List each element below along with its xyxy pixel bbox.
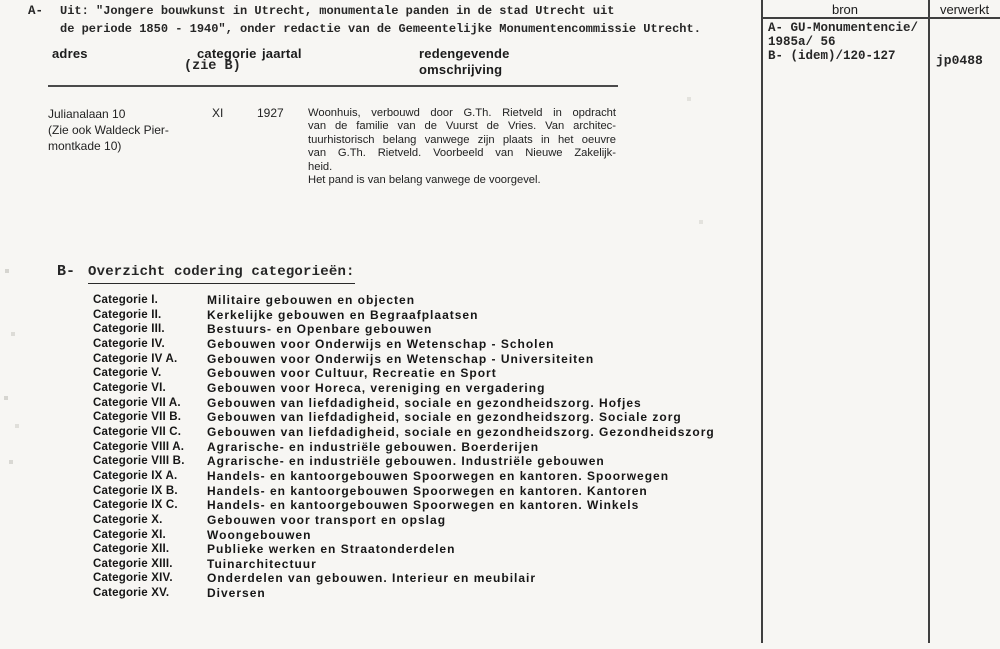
category-row-desc: Gebouwen van liefdadigheid, sociale en gezondheidszorg. Sociale zorg: [207, 410, 682, 425]
category-row-desc: Kerkelijke gebouwen en Begraafplaatsen: [207, 307, 479, 322]
category-row: [93, 440, 757, 455]
category-row-code: Categorie VIII B.: [93, 455, 185, 468]
verwerkt-code: jp0488: [936, 53, 983, 68]
scan-specks: [0, 0, 2, 2]
category-row-code: Categorie I.: [93, 294, 159, 306]
category-row-desc: Handels- en kantoorgebouwen Spoorwegen en kantoren. Kantoren: [207, 483, 648, 498]
category-row-desc: Tuinarchitectuur: [207, 556, 317, 571]
category-row-desc: Gebouwen van liefdadigheid, sociale en gezondheidszorg. Gezondheidszorg: [207, 424, 715, 439]
category-row-code: Categorie III.: [93, 323, 165, 336]
bron-references: [768, 22, 918, 63]
description-line: Woonhuis, verbouwd door G.Th. Rietveld in opdracht: [308, 107, 616, 119]
category-row-desc: Agrarische- en industriële gebouwen. Industriële gebouwen: [207, 454, 605, 469]
category-row-code: Categorie XI.: [93, 528, 166, 541]
category-row-code: Categorie VII A.: [93, 396, 181, 409]
entry-description: [308, 107, 616, 187]
category-row-code: Categorie IV.: [93, 337, 165, 350]
category-row-code: Categorie XIV.: [93, 572, 173, 585]
category-row-desc: Onderdelen van gebouwen. Interieur en meubilair: [207, 571, 537, 586]
category-row-desc: Gebouwen voor Horeca, vereniging en vergadering: [207, 380, 546, 395]
category-row-desc: Diversen: [207, 586, 266, 601]
category-row: [93, 410, 757, 425]
category-row-code: Categorie XII.: [93, 543, 170, 556]
description-line: tuurhistorisch belang vanwege zijn plaats in het oeuvre: [308, 133, 616, 146]
category-row-code: Categorie VII C.: [93, 425, 182, 438]
entry-category-value: XI: [212, 106, 224, 120]
column-header-categorie: categorie: [197, 46, 257, 61]
category-row: [93, 513, 757, 528]
category-row: [93, 498, 757, 513]
bron-column-header: bron: [831, 2, 859, 17]
section-a-label: A-: [28, 4, 44, 18]
column-header-omschrijving: omschrijving: [419, 62, 503, 77]
column-header-categorie-note: (zie B): [184, 59, 241, 74]
section-b-label: B-: [57, 263, 76, 280]
category-row-desc: Gebouwen voor Onderwijs en Wetenschap - Scholen: [207, 336, 555, 351]
category-row: [93, 308, 757, 323]
category-row: [93, 542, 757, 557]
category-row-desc: Handels- en kantoorgebouwen Spoorwegen en kantoren. Spoorwegen: [207, 468, 670, 483]
entry-description-justified: [308, 107, 616, 161]
category-row: [93, 469, 757, 484]
category-row-desc: Woongebouwen: [207, 527, 312, 542]
column-header-adres: adres: [52, 46, 88, 61]
citation-line-1: Uit: "Jongere bouwkunst in Utrecht, monumentale panden in de stad Utrecht uit: [60, 4, 615, 18]
header-divider-rule: [48, 85, 618, 87]
category-row: [93, 322, 757, 337]
category-row: [93, 528, 757, 543]
category-row-code: Categorie IX B.: [93, 484, 178, 497]
column-header-redengevende: redengevende: [419, 46, 510, 61]
category-row: [93, 366, 757, 381]
category-row-desc: Handels- en kantoorgebouwen Spoorwegen en kantoren. Winkels: [207, 498, 640, 513]
category-row-code: Categorie X.: [93, 513, 163, 526]
table-vertical-rule-right: [928, 0, 930, 643]
bron-reference-line: 1985a/ 56: [768, 34, 836, 49]
category-row-desc: Bestuurs- en Openbare gebouwen: [207, 322, 433, 337]
category-row-code: Categorie V.: [93, 367, 162, 380]
bron-reference-line: B- (idem)/120-127: [768, 48, 896, 63]
entry-address-line: (Zie ook Waldeck Pier-: [48, 123, 169, 137]
category-row-desc: Publieke werken en Straatonderdelen: [207, 542, 456, 557]
entry-year-value: 1927: [257, 106, 284, 120]
category-row-desc: Agrarische- en industriële gebouwen. Boerderijen: [207, 439, 540, 454]
category-row-desc: Gebouwen voor Cultuur, Recreatie en Sport: [207, 366, 497, 381]
category-row: [93, 337, 757, 352]
category-row-code: Categorie IV A.: [93, 352, 178, 365]
table-vertical-rule-left: [761, 0, 763, 643]
category-row-code: Categorie VI.: [93, 381, 166, 394]
entry-description-rest: [308, 161, 616, 188]
category-row: [93, 484, 757, 499]
category-row: [93, 557, 757, 572]
category-row-code: Categorie II.: [93, 308, 162, 321]
description-line: van de familie van de Vuurst de Vries. Van architec-: [308, 120, 616, 133]
bron-reference-line: A- GU-Monumentencie/: [768, 21, 919, 35]
category-row-code: Categorie VII B.: [93, 411, 182, 424]
citation-line-2: de periode 1850 - 1940", onder redactie van de Gemeentelijke Monumentencommissie Utrecht.: [60, 21, 701, 36]
category-row-code: Categorie XV.: [93, 587, 170, 600]
category-row: [93, 396, 757, 411]
category-row-code: Categorie IX C.: [93, 499, 178, 512]
category-row-desc: Gebouwen van liefdadigheid, sociale en gezondheidszorg. Hofjes: [207, 395, 642, 410]
entry-address: [48, 106, 169, 154]
category-row: [93, 293, 757, 308]
category-row-code: Categorie XIII.: [93, 557, 173, 570]
table-header-rule: [761, 17, 1000, 19]
category-row: [93, 352, 757, 367]
category-row: [93, 571, 757, 586]
category-row: [93, 586, 757, 601]
document-source-citation: [60, 3, 701, 38]
category-row-desc: Militaire gebouwen en objecten: [207, 293, 416, 307]
description-line: Het pand is van belang vanwege de voorgevel.: [308, 174, 541, 187]
category-row: [93, 381, 757, 396]
section-b-title: Overzicht codering categorieën:: [88, 264, 355, 284]
description-line: heid.: [308, 160, 333, 173]
category-row-code: Categorie IX A.: [93, 469, 178, 482]
category-row: [93, 425, 757, 440]
column-header-jaartal: jaartal: [262, 46, 302, 61]
description-line: van G.Th. Rietveld. Voorbeeld van Nieuwe Zakelijk-: [308, 147, 616, 160]
category-row-desc: Gebouwen voor Onderwijs en Wetenschap - Universiteiten: [207, 351, 595, 366]
entry-address-line: montkade 10): [48, 139, 122, 153]
entry-address-line: Julianalaan 10: [48, 107, 126, 121]
verwerkt-column-header: verwerkt: [939, 2, 990, 17]
category-row-desc: Gebouwen voor transport en opslag: [207, 512, 447, 527]
category-row: [93, 454, 757, 469]
category-code-list: [93, 293, 757, 601]
category-row-code: Categorie VIII A.: [93, 440, 185, 453]
